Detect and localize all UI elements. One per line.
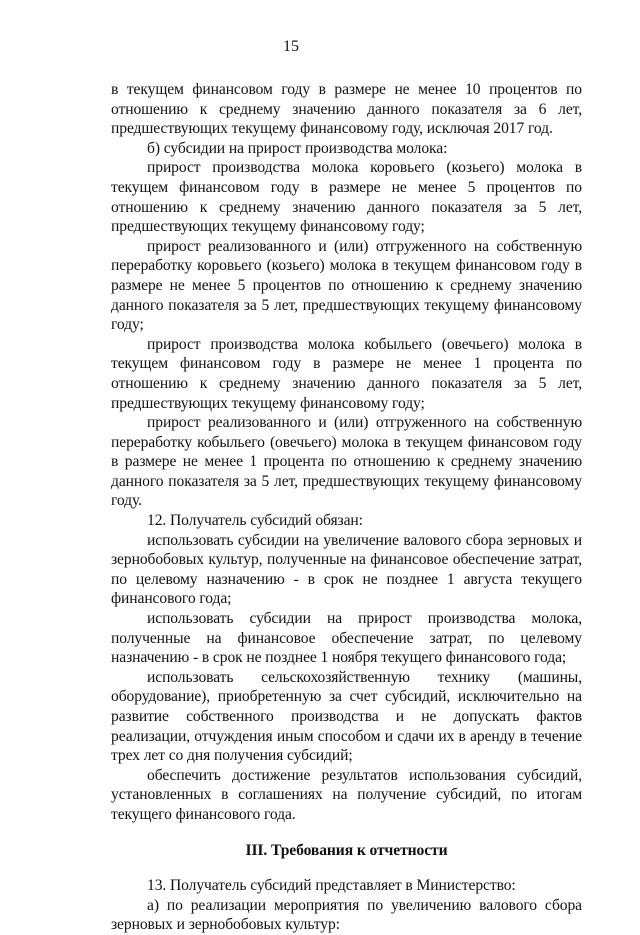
page-number: 15 [283,38,299,55]
paragraph: прирост производства молока коровьего (козьего) молока в текущем финансовом году в размере не менее 5 процентов по отношению к среднему значению данного показателя за 5 лет, предшествующих текущему финансовому году; [111,159,582,236]
paragraph: а) по реализации мероприятия по увеличению валового сбора зерновых и зернобобовых культур: [111,896,582,934]
paragraph: б) субсидии на прирост производства молока: [147,139,448,157]
paragraph: прирост реализованного и (или) отгруженного на собственную переработку коровьего (козьего) молока в текущем финансовом году в размере не менее 5 процентов по отношению к среднему значению данного показателя за 5 лет, предшествующих текущему финансовому году; [111,237,582,334]
section-heading: III. Требования к отчетности [245,841,448,859]
paragraph: обеспечить достижение результатов использования субсидий, установленных в соглашениях на получение субсидий, по итогам текущего финансового года. [111,766,582,823]
paragraph: использовать сельскохозяйственную технику (машины, оборудование), приобретенную за счет субсидий, исключительно на развитие собственного производства и не допускать фактов реализации, отчуждения иным способом и сдачи их в аренду в течение трех лет со дня получения субсидий; [111,668,582,765]
paragraph: 13. Получатель субсидий представляет в Министерство: [147,877,516,895]
paragraph: использовать субсидии на прирост производства молока, полученные на финансовое обеспечение затрат, по целевому назначению - в срок не позднее 1 ноября текущего финансового года; [111,610,582,667]
document-body [111,80,582,935]
paragraph: прирост реализованного и (или) отгруженного на собственную переработку кобыльего (овечьего) молока в текущем финансовом году в размере не менее 1 процента по отношению к среднему значению данного показателя за 5 лет, предшествующих текущему финансовому году. [111,414,582,510]
paragraph: прирост производства молока кобыльего (овечьего) молока в текущем финансовом году в размере не менее 1 процента по отношению к среднему значению данного показателя за 5 лет, предшествующих текущему финансовому году; [111,335,582,412]
paragraph: 12. Получатель субсидий обязан: [147,512,363,530]
paragraph: использовать субсидии на увеличение валового сбора зерновых и зернобобовых культур, полученные на финансовое обеспечение затрат, по целевому назначению - в срок не позднее 1 августа текущего финансового года; [111,531,582,608]
paragraph: в текущем финансовом году в размере не менее 10 процентов по отношению к среднему значению данного показателя за 6 лет, предшествующих текущему финансовому году, исключая 2017 год. [111,81,582,138]
